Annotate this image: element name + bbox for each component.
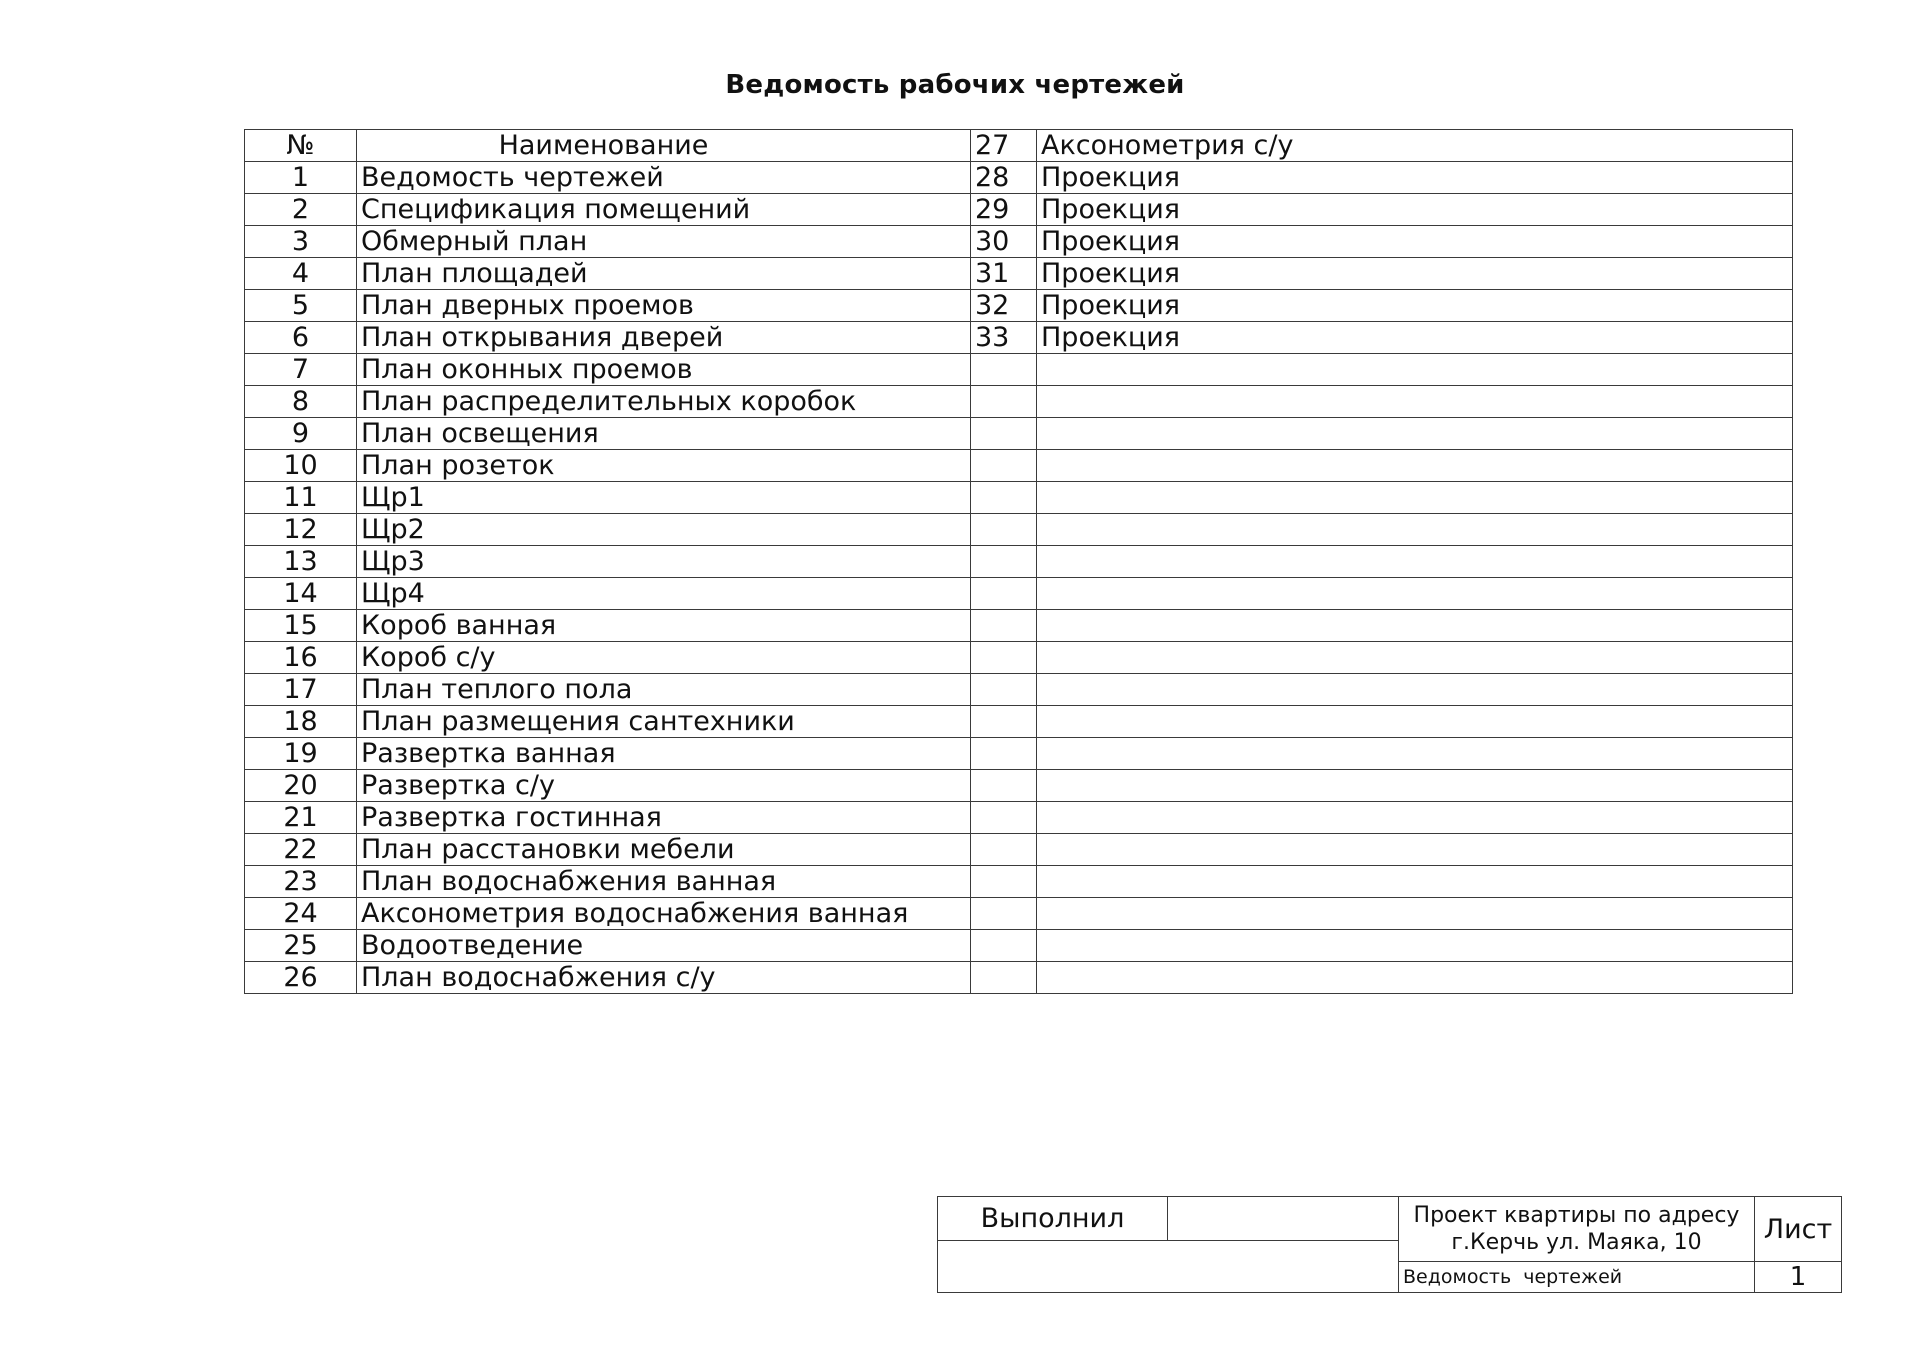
table-row	[245, 770, 1793, 802]
table-cell-name: Аксонометрия водоснабжения ванная	[357, 898, 971, 930]
table-cell-name: Развертка с/у	[357, 770, 971, 802]
table-cell-number: 16	[245, 642, 357, 674]
table-cell-name: Проекция	[1037, 258, 1793, 290]
table-cell-number: 32	[971, 290, 1037, 322]
table-row	[245, 162, 1793, 194]
table-row	[245, 354, 1793, 386]
table-cell-number: 4	[245, 258, 357, 290]
table-row	[245, 226, 1793, 258]
table-cell-name	[1037, 898, 1793, 930]
table-row	[245, 866, 1793, 898]
table-row	[245, 514, 1793, 546]
table-cell-number	[971, 866, 1037, 898]
table-cell-number: 20	[245, 770, 357, 802]
table-cell-name: Обмерный план	[357, 226, 971, 258]
table-cell-name: Короб с/у	[357, 642, 971, 674]
table-cell-number: 1	[245, 162, 357, 194]
table-cell-name: Проекция	[1037, 290, 1793, 322]
table-cell-number: 12	[245, 514, 357, 546]
table-cell-name: Короб ванная	[357, 610, 971, 642]
table-cell-number: 5	[245, 290, 357, 322]
table-cell-name: Водоотведение	[357, 930, 971, 962]
table-cell-name: План размещения сантехники	[357, 706, 971, 738]
table-cell-name: План водоснабжения с/у	[357, 962, 971, 994]
table-row	[245, 674, 1793, 706]
table-cell-number	[971, 450, 1037, 482]
table-cell-number: 28	[971, 162, 1037, 194]
table-cell-number: 24	[245, 898, 357, 930]
table-cell-number	[971, 802, 1037, 834]
table-cell-name: Аксонометрия с/у	[1037, 130, 1793, 162]
table-cell-number: 17	[245, 674, 357, 706]
title-block-empty-cell	[938, 1241, 1398, 1292]
table-cell-name	[1037, 674, 1793, 706]
sheet-label: Лист	[1754, 1197, 1841, 1262]
table-cell-number: 14	[245, 578, 357, 610]
table-cell-name: Проекция	[1037, 194, 1793, 226]
table-cell-name	[1037, 834, 1793, 866]
document-title: Ведомость рабочих чертежей	[725, 70, 1185, 100]
table-cell-name: План распределительных коробок	[357, 386, 971, 418]
table-cell-number: 18	[245, 706, 357, 738]
table-cell-number	[971, 898, 1037, 930]
table-cell-number: 11	[245, 482, 357, 514]
table-cell-number	[971, 930, 1037, 962]
table-cell-name: План площадей	[357, 258, 971, 290]
table-cell-name: Проекция	[1037, 226, 1793, 258]
table-cell-name	[1037, 386, 1793, 418]
table-cell-name	[1037, 482, 1793, 514]
table-cell-number: 7	[245, 354, 357, 386]
table-cell-name	[1037, 802, 1793, 834]
table-cell-number: 27	[971, 130, 1037, 162]
table-row	[245, 738, 1793, 770]
table-cell-number: 13	[245, 546, 357, 578]
table-cell-number	[971, 578, 1037, 610]
table-row	[245, 482, 1793, 514]
table-cell-number: 19	[245, 738, 357, 770]
table-row	[245, 258, 1793, 290]
table-cell-number	[971, 546, 1037, 578]
table-cell-name	[1037, 866, 1793, 898]
table-cell-number	[971, 482, 1037, 514]
table-cell-name	[1037, 610, 1793, 642]
project-line-1: Проект квартиры по адресу	[1413, 1203, 1740, 1228]
table-cell-number: 22	[245, 834, 357, 866]
table-cell-name	[1037, 354, 1793, 386]
table-row	[245, 386, 1793, 418]
table-cell-number	[971, 674, 1037, 706]
table-row	[245, 834, 1793, 866]
table-cell-number: 26	[245, 962, 357, 994]
header-number: №	[245, 130, 357, 162]
table-cell-number	[971, 610, 1037, 642]
title-block	[937, 1196, 1842, 1293]
table-row	[245, 578, 1793, 610]
table-cell-name: Ведомость чертежей	[357, 162, 971, 194]
table-cell-number	[971, 514, 1037, 546]
table-cell-name	[1037, 642, 1793, 674]
table-cell-number: 15	[245, 610, 357, 642]
table-cell-name: План дверных проемов	[357, 290, 971, 322]
table-cell-number: 23	[245, 866, 357, 898]
table-cell-number	[971, 738, 1037, 770]
table-header-row	[245, 130, 1793, 162]
table-row	[245, 930, 1793, 962]
table-cell-name: План освещения	[357, 418, 971, 450]
table-cell-number: 33	[971, 322, 1037, 354]
table-cell-number	[971, 354, 1037, 386]
table-cell-name: Развертка гостинная	[357, 802, 971, 834]
table-row	[245, 194, 1793, 226]
table-cell-name: Щр3	[357, 546, 971, 578]
table-cell-name	[1037, 450, 1793, 482]
table-cell-name: План розеток	[357, 450, 971, 482]
table-row	[245, 450, 1793, 482]
table-cell-number	[971, 834, 1037, 866]
sheet-name: Ведомость чертежей	[1398, 1262, 1754, 1292]
table-row	[245, 610, 1793, 642]
table-cell-number	[971, 770, 1037, 802]
table-cell-name	[1037, 930, 1793, 962]
performed-by-value	[1168, 1197, 1398, 1241]
table-cell-number: 31	[971, 258, 1037, 290]
table-cell-name: План расстановки мебели	[357, 834, 971, 866]
table-cell-name: План водоснабжения ванная	[357, 866, 971, 898]
table-cell-number: 30	[971, 226, 1037, 258]
table-cell-number: 10	[245, 450, 357, 482]
table-cell-number: 6	[245, 322, 357, 354]
table-cell-name	[1037, 418, 1793, 450]
table-row	[245, 898, 1793, 930]
table-cell-number: 25	[245, 930, 357, 962]
table-cell-name	[1037, 770, 1793, 802]
table-cell-name: Щр1	[357, 482, 971, 514]
table-cell-name	[1037, 578, 1793, 610]
table-cell-name: Щр4	[357, 578, 971, 610]
table-cell-name: План оконных проемов	[357, 354, 971, 386]
table-cell-number: 21	[245, 802, 357, 834]
table-row	[245, 802, 1793, 834]
table-row	[245, 322, 1793, 354]
table-cell-name	[1037, 546, 1793, 578]
table-cell-number	[971, 706, 1037, 738]
table-cell-name: Проекция	[1037, 322, 1793, 354]
performed-by-label: Выполнил	[938, 1197, 1168, 1241]
project-line-2: г.Керчь ул. Маяка, 10	[1451, 1230, 1702, 1255]
table-cell-number: 3	[245, 226, 357, 258]
table-cell-name	[1037, 706, 1793, 738]
table-row	[245, 642, 1793, 674]
table-row	[245, 706, 1793, 738]
table-row	[245, 546, 1793, 578]
table-cell-name	[1037, 962, 1793, 994]
table-cell-number: 9	[245, 418, 357, 450]
table-cell-name: Щр2	[357, 514, 971, 546]
sheet-number: 1	[1754, 1262, 1841, 1292]
table-cell-number: 29	[971, 194, 1037, 226]
table-cell-number: 2	[245, 194, 357, 226]
table-cell-name: План открывания дверей	[357, 322, 971, 354]
table-cell-number	[971, 962, 1037, 994]
table-cell-number: 8	[245, 386, 357, 418]
table-cell-name: План теплого пола	[357, 674, 971, 706]
table-cell-number	[971, 386, 1037, 418]
table-cell-name	[1037, 514, 1793, 546]
project-description	[1398, 1197, 1754, 1262]
table-cell-name: Спецификация помещений	[357, 194, 971, 226]
table-cell-number	[971, 418, 1037, 450]
table-cell-name: Развертка ванная	[357, 738, 971, 770]
table-row	[245, 962, 1793, 994]
table-row	[245, 418, 1793, 450]
table-cell-number	[971, 642, 1037, 674]
header-name: Наименование	[357, 130, 971, 162]
table-cell-name: Проекция	[1037, 162, 1793, 194]
table-row	[245, 290, 1793, 322]
table-cell-name	[1037, 738, 1793, 770]
drawings-list-table	[244, 129, 1793, 994]
